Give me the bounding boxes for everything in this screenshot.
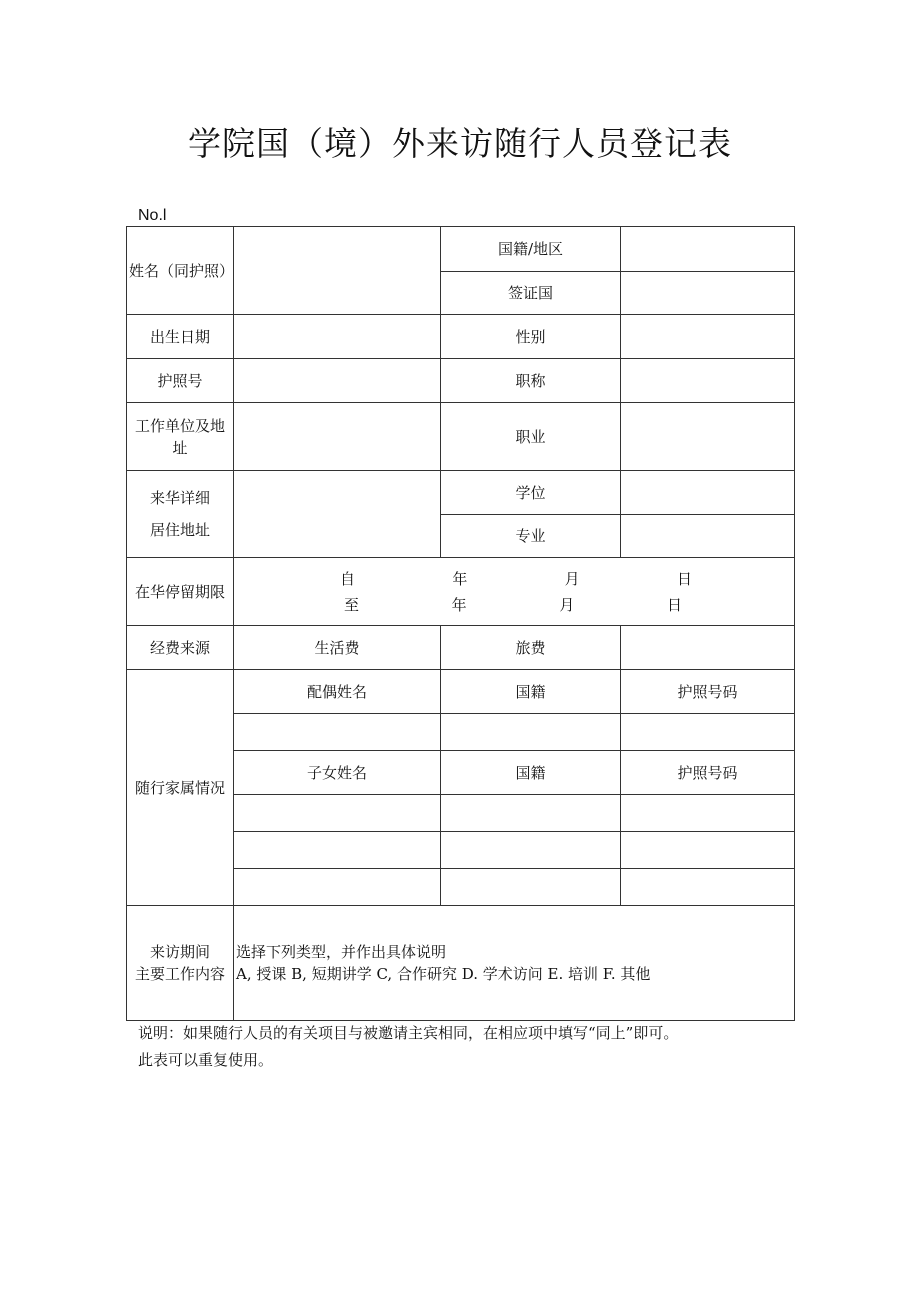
child-nationality-field[interactable] (441, 795, 621, 832)
period-from: 自 (340, 569, 356, 588)
child-name-field[interactable] (234, 832, 441, 869)
living-expense-field[interactable] (234, 626, 441, 670)
passport-field[interactable] (234, 359, 441, 403)
child-passport-field[interactable] (621, 832, 795, 869)
address-label-line2: 居住地址 (149, 521, 210, 539)
gender-label: 性别 (441, 315, 621, 359)
degree-label: 学位 (441, 471, 621, 515)
note-line-2: 此表可以重复使用。 (138, 1051, 274, 1069)
period-to-year: 年 (451, 595, 467, 614)
period-to: 至 (344, 595, 360, 614)
child-nationality-field[interactable] (441, 869, 621, 906)
period-from-year: 年 (452, 569, 468, 588)
note-line-1: 说明：如果随行人员的有关项目与被邀请主宾相同，在相应项中填写“同上”即可。 (138, 1024, 679, 1042)
stay-period-field[interactable] (234, 558, 795, 626)
spouse-name-header: 配偶姓名 (234, 670, 441, 714)
employer-label: 工作单位及地址 (127, 403, 234, 471)
nationality-field[interactable] (621, 227, 795, 272)
child-passport-field[interactable] (621, 869, 795, 906)
occupation-field[interactable] (621, 403, 795, 471)
child-name-field[interactable] (234, 869, 441, 906)
child-name-header: 子女姓名 (234, 751, 441, 795)
passport-label: 护照号 (127, 359, 234, 403)
gender-field[interactable] (621, 315, 795, 359)
serial-number: No.l (138, 207, 167, 224)
page-title: 学院国（境）外来访随行人员登记表 (188, 124, 732, 163)
major-label: 专业 (441, 515, 621, 558)
address-label-line1: 来华详细 (149, 489, 210, 507)
child-nationality-header: 国籍 (441, 751, 621, 795)
child-nationality-field[interactable] (441, 832, 621, 869)
occupation-label: 职业 (441, 403, 621, 471)
spouse-nationality-field[interactable] (441, 714, 621, 751)
nationality-label: 国籍/地区 (441, 227, 621, 272)
registration-form (126, 226, 795, 1021)
visit-options: A, 授课 B, 短期讲学 C, 合作研究 D. 学术访问 E. 培训 F. 其他 (236, 965, 651, 983)
visa-country-field[interactable] (621, 272, 795, 315)
name-field[interactable] (234, 227, 441, 315)
birth-date-label: 出生日期 (127, 315, 234, 359)
child-passport-header: 护照号码 (621, 751, 795, 795)
period-from-day: 日 (676, 569, 692, 588)
spouse-name-field[interactable] (234, 714, 441, 751)
spouse-passport-header: 护照号码 (621, 670, 795, 714)
spouse-passport-field[interactable] (621, 714, 795, 751)
period-to-month: 月 (559, 595, 575, 614)
period-from-row (236, 568, 792, 590)
employer-field[interactable] (234, 403, 441, 471)
spouse-nationality-header: 国籍 (441, 670, 621, 714)
major-field[interactable] (621, 515, 795, 558)
main-work-label: 主要工作内容 (134, 965, 225, 983)
notes (138, 1020, 678, 1074)
visit-label (127, 906, 234, 1021)
degree-field[interactable] (621, 471, 795, 515)
visit-instruction: 选择下列类型，并作出具体说明 (236, 943, 447, 961)
living-expense-label: 生活费 (314, 638, 360, 657)
address-field[interactable] (234, 471, 441, 558)
title-field[interactable] (621, 359, 795, 403)
travel-expense-label: 旅费 (441, 626, 621, 670)
period-from-month: 月 (564, 569, 580, 588)
funding-label: 经费来源 (127, 626, 234, 670)
period-to-row (236, 594, 792, 616)
birth-date-field[interactable] (234, 315, 441, 359)
period-to-day: 日 (666, 595, 682, 614)
visit-period-label: 来访期间 (149, 943, 210, 961)
stay-period-label: 在华停留期限 (127, 558, 234, 626)
address-label (127, 471, 234, 558)
child-name-field[interactable] (234, 795, 441, 832)
visa-country-label: 签证国 (441, 272, 621, 315)
name-label: 姓名（同护照） (127, 227, 234, 315)
travel-expense-field[interactable] (621, 626, 795, 670)
family-label: 随行家属情况 (127, 670, 234, 906)
title-label: 职称 (441, 359, 621, 403)
child-passport-field[interactable] (621, 795, 795, 832)
visit-content-field[interactable] (234, 906, 795, 1021)
